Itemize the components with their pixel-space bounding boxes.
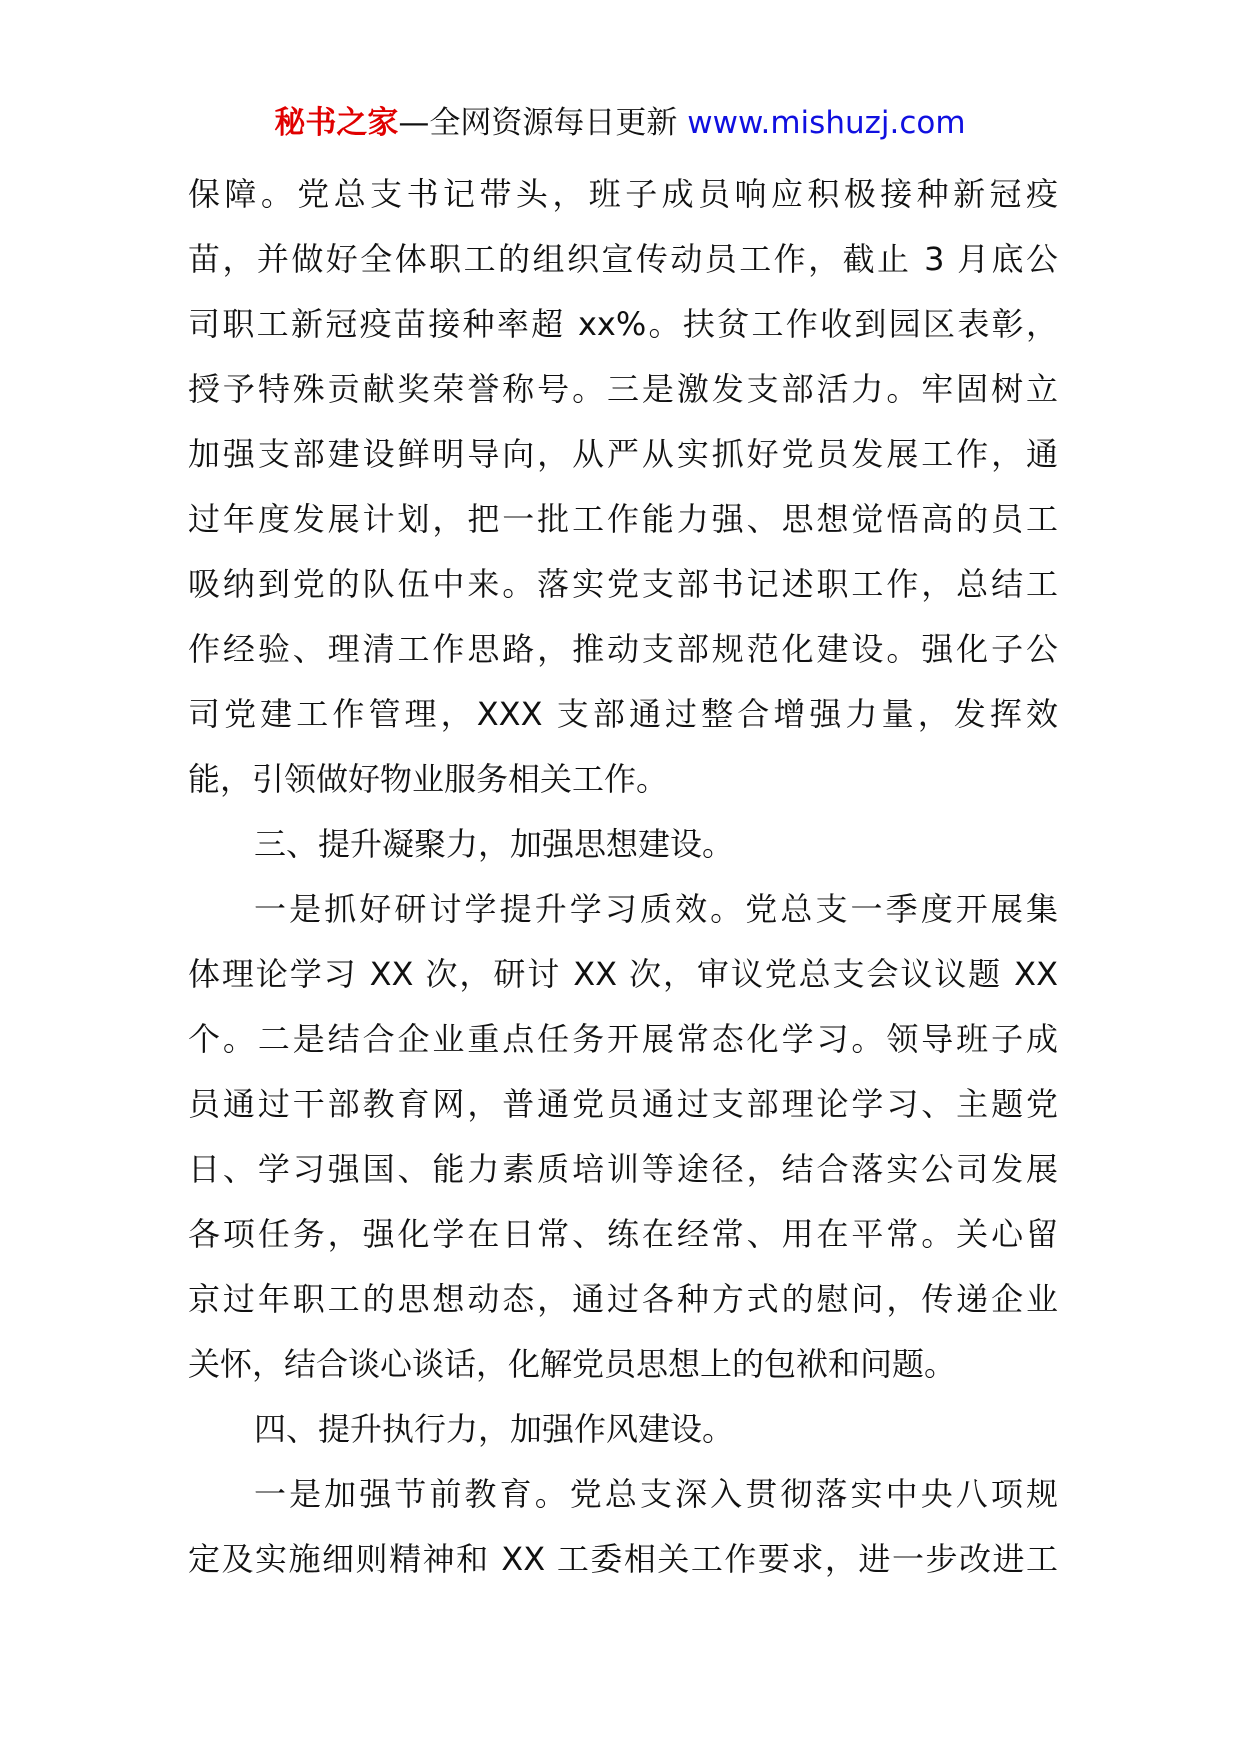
text-line: 关怀，结合谈心谈话，化解党员思想上的包袱和问题。 <box>188 1345 957 1383</box>
text-line: 司职工新冠疫苗接种率超 xx%。扶贫工作收到园区表彰， <box>188 305 1058 343</box>
text-line: 司党建工作管理，XXX 支部通过整合增强力量，发挥效 <box>188 695 1058 733</box>
site-url-link[interactable]: www.mishuzj.com <box>687 105 966 141</box>
brand-name: 秘书之家 <box>274 105 399 141</box>
section-heading: 三、提升凝聚力，加强思想建设。 <box>254 825 735 863</box>
text-line: 授予特殊贡献奖荣誉称号。三是激发支部活力。牢固树立 <box>188 370 1058 408</box>
text-line: 员通过干部教育网，普通党员通过支部理论学习、主题党 <box>188 1085 1058 1123</box>
text-line: 加强支部建设鲜明导向，从严从实抓好党员发展工作，通 <box>188 435 1058 473</box>
text-line: 一是抓好研讨学提升学习质效。党总支一季度开展集 <box>254 890 1058 928</box>
header-slogan: —全网资源每日更新 <box>398 105 688 141</box>
text-line: 京过年职工的思想动态，通过各种方式的慰问，传递企业 <box>188 1280 1058 1318</box>
text-line: 吸纳到党的队伍中来。落实党支部书记述职工作，总结工 <box>188 565 1058 603</box>
text-line: 作经验、理清工作思路，推动支部规范化建设。强化子公 <box>188 630 1058 668</box>
text-line: 保障。党总支书记带头，班子成员响应积极接种新冠疫 <box>188 175 1058 213</box>
text-line: 一是加强节前教育。党总支深入贯彻落实中央八项规 <box>254 1475 1058 1513</box>
text-line: 苗，并做好全体职工的组织宣传动员工作，截止 3 月底公 <box>188 240 1058 278</box>
site-header <box>0 100 1240 146</box>
text-line: 个。二是结合企业重点任务开展常态化学习。领导班子成 <box>188 1020 1058 1058</box>
text-line: 过年度发展计划，把一批工作能力强、思想觉悟高的员工 <box>188 500 1058 538</box>
text-line: 能，引领做好物业服务相关工作。 <box>188 760 669 798</box>
document-body <box>188 162 1058 1592</box>
text-line: 各项任务，强化学在日常、练在经常、用在平常。关心留 <box>188 1215 1058 1253</box>
text-line: 定及实施细则精神和 XX 工委相关工作要求，进一步改进工 <box>188 1540 1058 1578</box>
text-line: 体理论学习 XX 次，研讨 XX 次，审议党总支会议议题 XX <box>188 955 1058 993</box>
section-heading: 四、提升执行力，加强作风建设。 <box>254 1410 735 1448</box>
text-line: 日、学习强国、能力素质培训等途径，结合落实公司发展 <box>188 1150 1058 1188</box>
